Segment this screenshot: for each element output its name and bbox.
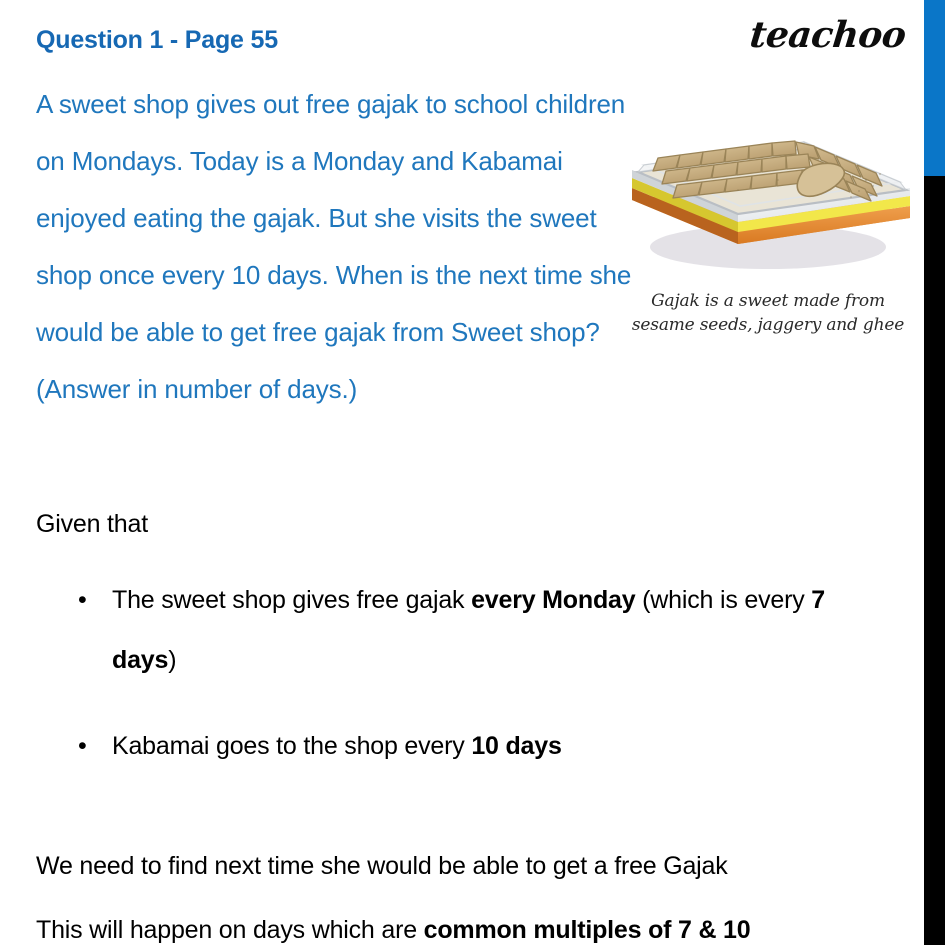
closing-line-2-plain: This will happen on days which are xyxy=(36,916,424,944)
bullet-marker-icon: • xyxy=(78,586,87,614)
right-edge-black-strip xyxy=(924,176,945,945)
bullet-1-text-part-1: The sweet shop gives free gajak xyxy=(112,586,472,614)
closing-line-2 xyxy=(36,898,896,945)
list-item xyxy=(36,716,896,776)
question-body-text: A sweet shop gives out free gajak to school children on Mondays. Today is a Monday and Kabamai enjoyed eating the gajak. But she visits the sweet shop once every 10 days. When is the next time she would be able to get free gajak from Sweet shop? (Answer in number of days.) xyxy=(36,89,632,404)
bullet-1-bold-2: 7 days xyxy=(112,586,825,674)
question-heading: Question 1 - Page 55 xyxy=(36,26,278,54)
bullet-marker-icon: • xyxy=(78,732,87,760)
figure-block xyxy=(618,72,918,337)
given-conditions-list xyxy=(36,570,896,776)
right-edge-blue-strip xyxy=(924,0,945,176)
given-that-label: Given that xyxy=(36,510,148,538)
closing-statements xyxy=(36,834,896,945)
bullet-2-bold-1: 10 days xyxy=(471,732,562,760)
closing-line-2-bold: common multiples of 7 & 10 xyxy=(423,916,751,944)
bullet-1-bold-1: every Monday xyxy=(471,586,636,614)
solution-block xyxy=(36,506,896,945)
figure-caption-line-2: sesame seeds, jaggery and ghee xyxy=(631,315,905,335)
figure-caption-line-1: Gajak is a sweet made from xyxy=(651,291,885,311)
closing-line-1: We need to find next time she would be able to get a free Gajak xyxy=(36,852,728,880)
bullet-1-text-part-3: ) xyxy=(168,646,177,674)
bullet-1-text-part-2: (which is every xyxy=(635,586,812,614)
gajak-tray-illustration xyxy=(618,72,918,287)
teachoo-logo: teachoo xyxy=(747,14,908,56)
list-item xyxy=(36,570,896,690)
bullet-2-text-part-1: Kabamai goes to the shop every xyxy=(112,732,472,760)
figure-caption xyxy=(618,289,918,337)
